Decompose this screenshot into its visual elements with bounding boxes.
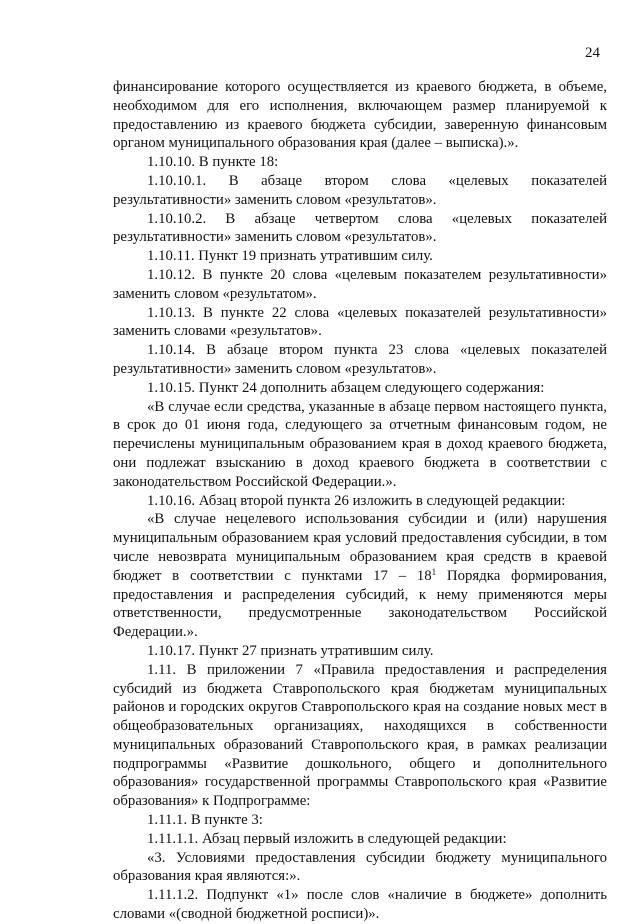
paragraph: 1.11.1. В пункте 3: (147, 812, 263, 829)
quoted-paragraph: «3. Условиями предоставления субсидии бюджету муниципального образования края являются:». (113, 849, 607, 885)
paragraph: 1.10.13. В пункте 22 слова «целевых показателей результативности» заменить словами «результатов». (113, 304, 607, 340)
paragraph: 1.10.17. Пункт 27 признать утратившим силу. (147, 642, 434, 659)
paragraph: 1.11.1.2. Подпункт «1» после слов «наличие в бюджете» дополнить словами «(сводной бюджетной росписи)». (113, 887, 607, 923)
paragraph: 1.10.10. В пункте 18: (147, 154, 279, 171)
paragraph-text: Порядка формирования, предоставления и распределения субсидий, к нему применяются меры ответственности, предусмотренные законодательством Российской Федерации.». (113, 567, 607, 641)
paragraph: 1.10.14. В абзаце втором пункта 23 слова «целевых показателей результативности» заменить словом «результатов». (113, 342, 607, 377)
paragraph: 1.10.12. В пункте 20 слова «целевым показателем результативности» заменить словом «результатом». (113, 266, 607, 302)
paragraph: 1.11.1.1. Абзац первый изложить в следующей редакции: (147, 830, 507, 847)
quoted-paragraph (113, 510, 607, 642)
document-body (113, 78, 607, 924)
paragraph: финансирование которого осуществляется из краевого бюджета, в объеме, необходимом для его исполнения, включающем размер планируемой к предоставлению из краевого бюджета субсидии, заверенную финансовым органом муниципального образования края (далее – выписка).». (113, 79, 607, 152)
superscript: 1 (431, 566, 437, 577)
paragraph-text: «В случае нецелевого использования субсидии и (или) нарушения муниципальным образованием края условий предоставления субсидии, в том числе невозврата муниципальным образованием края средств в краевой бюджет в соответствии с пунктами 17 – 18 (113, 511, 607, 584)
paragraph: 1.10.16. Абзац второй пункта 26 изложить в следующей редакции: (147, 492, 566, 509)
paragraph: 1.10.10.2. В абзаце четвертом слова «целевых показателей результативности» заменить словом «результатов». (113, 210, 607, 246)
paragraph: 1.11. В приложении 7 «Правила предоставления и распределения субсидий из бюджета Ставропольского края бюджетам муниципальных районов и городских округов Ставропольского края на создание новых мест в общеобразовательных организациях, находящихся в собственности муниципальных образований Ставропольского края, в рамках реализации подпрограммы «Развитие дошкольного, общего и дополнительного образования» государственной программы Ставропольского края «Развитие образования» к Подпрограмме: (113, 661, 607, 810)
paragraph: 1.10.11. Пункт 19 признать утратившим силу. (147, 248, 433, 265)
paragraph: 1.10.15. Пункт 24 дополнить абзацем следующего содержания: (147, 379, 545, 396)
quoted-paragraph: «В случае если средства, указанные в абзаце первом настоящего пункта, в срок до 01 июня года, следующего за отчетным финансовым годом, не перечислены муниципальным образованием края в доход краевого бюджета, они подлежат взысканию в доход краевого бюджета в соответствии с законодательством Российской Федерации.». (113, 398, 607, 490)
paragraph: 1.10.10.1. В абзаце втором слова «целевых показателей результативности» заменить словом «результатов». (113, 172, 607, 208)
page-number: 24 (585, 45, 600, 61)
